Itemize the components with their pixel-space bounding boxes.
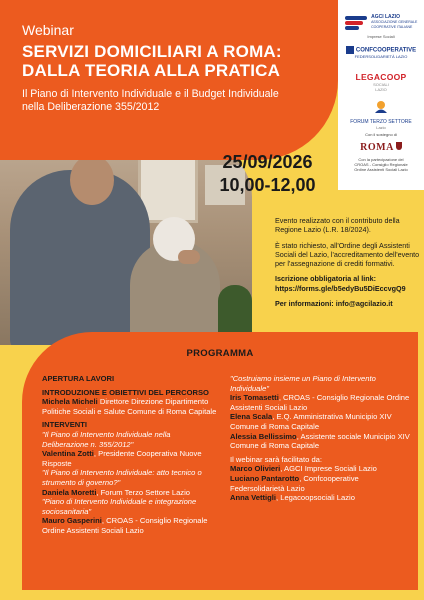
facilitator-1: Marco Olivieri — [230, 464, 281, 474]
info-funding: Evento realizzato con il contributo della Regione Lazio (L.R. 18/2024). — [275, 216, 400, 235]
info-accreditation: È stato richiesto, all'Ordine degli Assistenti Sociali del Lazio, l'accreditamento dell'evento per l'assegnazione di crediti formativi. — [275, 240, 420, 269]
confcooperative-sub: FEDERSOLIDARIETÀ LAZIO — [354, 54, 408, 59]
workshop-speaker-1: Iris Tomasetti — [230, 393, 279, 403]
facilitators-label: Il webinar sarà facilitato da: — [230, 454, 323, 464]
agci-name: AGCI LAZIO — [371, 14, 400, 21]
page-title — [22, 42, 282, 80]
facilitator-2: Luciano Pantarotto — [230, 473, 300, 483]
roma-note-3: Ordine Assistenti Sociali Lazio — [354, 167, 408, 172]
event-time: 10,00-12,00 — [219, 175, 316, 195]
confcooperative-name: CONFCOOPERATIVE — [355, 47, 417, 54]
photo-caregiver-head — [70, 155, 114, 205]
info-contact[interactable]: Per informazioni: info@agcilazio.it — [275, 299, 393, 309]
talk-3-speaker: Mauro Gasperini — [42, 516, 102, 526]
program-heading: PROGRAMMA — [186, 348, 254, 359]
facilitator-3: Anna Vettigli — [230, 493, 276, 503]
talk-1-title: "Il Piano di Intervento Individuale nella Deliberazione n. 355/2012" — [42, 429, 171, 449]
confcooperative-mark-icon — [346, 46, 354, 54]
talk-2-role: , Forum Terzo Settore Lazio — [96, 487, 190, 497]
legacoop-name: LEGACOOP — [355, 72, 407, 82]
apertura-lavori: APERTURA LAVORI — [42, 374, 115, 383]
workshop-speaker-1-line — [230, 393, 410, 412]
talk-2-title: "Il Piano di Intervento Individuale: atto tecnico o strumento di governo?" — [42, 468, 202, 487]
intro-speaker: Michela Micheli — [42, 397, 98, 407]
roma-name: ROMA — [360, 142, 394, 153]
facilitator-2-line — [230, 474, 410, 493]
subtitle-line-1: Il Piano di Intervento Individuale e il Budget Individuale — [22, 88, 279, 100]
forum-logo — [338, 100, 424, 130]
partner-logos — [338, 0, 424, 190]
intro-role: Direttore Direzione Dipartimento Politiche Sociali e Salute Comune di Roma Capitale — [42, 397, 217, 416]
talk-3-title: "Piano di Intervento Individuale e integrazione sociosanitaria" — [42, 497, 197, 516]
event-date: 25/09/2026 — [222, 152, 313, 172]
legacoop-sub-2: LAZIO — [375, 87, 387, 92]
forum-sub: Lazio — [376, 125, 386, 130]
event-datetime — [205, 152, 330, 196]
page-subtitle — [22, 88, 322, 114]
agci-logo — [338, 14, 424, 39]
intro-item — [42, 397, 217, 416]
talk-3-speaker-line — [42, 516, 217, 535]
webinar-label: Webinar — [22, 22, 74, 38]
talk-2-speaker: Daniela Moretti — [42, 487, 97, 497]
agci-tag: Imprese Sociali — [367, 34, 395, 39]
workshop-speaker-3-line — [230, 432, 410, 451]
event-info — [275, 216, 420, 314]
intro-heading: INTRODUZIONE E OBIETTIVI DEL PERCORSO — [42, 387, 209, 397]
facilitator-3-line — [230, 493, 410, 503]
forum-mark-icon — [373, 100, 389, 114]
roma-logo — [338, 132, 424, 172]
talk-2-speaker-line — [42, 488, 217, 498]
workshop-speaker-3: Alessia Bellissimo — [230, 431, 297, 441]
workshop-speaker-2: Elena Scala — [230, 412, 273, 422]
workshop-title: "Costruiamo insieme un Piano di Intervento Individuale" — [230, 374, 376, 393]
program-column-right — [230, 374, 410, 503]
forum-name: FORUM TERZO SETTORE — [350, 119, 412, 125]
photo-hand — [178, 250, 200, 264]
talk-3-role: , CROAS - Consiglio Regionale Ordine Assistenti Sociali Lazio — [42, 516, 208, 535]
facilitator-2-role: , Confcooperative Federsolidarietà Lazio — [230, 473, 359, 493]
agci-sub-2: COOPERATIVE ITALIANE — [371, 25, 413, 30]
header-banner — [0, 0, 338, 160]
talk-1-role: , Presidente Cooperativa Nuove Risposte — [42, 449, 202, 468]
registration-link[interactable]: https://forms.gle/b5edyBu5DiEccvgQ9 — [275, 283, 406, 293]
facilitator-1-line — [230, 464, 410, 474]
agci-mark-icon — [345, 16, 367, 30]
workshop-role-2: , E.Q. Amministrativa Municipio XIV Comune di Roma Capitale — [230, 412, 392, 431]
roma-shield-icon — [396, 142, 402, 150]
interventi-heading: INTERVENTI — [42, 420, 88, 430]
program-column-left — [42, 374, 217, 536]
program-panel — [22, 332, 418, 590]
agci-sub-1: ASSOCIAZIONE GENERALE — [371, 20, 418, 25]
workshop-speaker-2-line — [230, 412, 410, 431]
confcooperative-logo — [338, 46, 424, 59]
facilitator-1-role: , AGCI Imprese Sociali Lazio — [280, 464, 377, 474]
roma-note-1: Con la partecipazione del — [358, 157, 404, 162]
roma-lead: Con il sostegno di — [365, 132, 397, 137]
talk-1-speaker: Valentina Zotti — [42, 449, 94, 459]
roma-note-2: CROAS - Consiglio Regionale — [354, 162, 408, 167]
talk-1-speaker-line — [42, 449, 217, 468]
subtitle-line-2: nella Deliberazione 355/2012 — [22, 101, 160, 113]
title-line-2: DALLA TEORIA ALLA PRATICA — [22, 61, 281, 80]
facilitator-3-role: , Legacoopsociali Lazio — [276, 493, 355, 503]
workshop-role-1: , CROAS - Consiglio Regionale Ordine Assistenti Sociali Lazio — [230, 393, 410, 412]
title-line-1: SERVIZI DOMICILIARI A ROMA: — [22, 42, 282, 61]
legacoop-logo — [338, 72, 424, 92]
info-registration-label: Iscrizione obbligatoria al link: — [275, 274, 377, 284]
legacoop-sub-1: SOCIALI — [373, 82, 389, 87]
workshop-role-3: , Assistente sociale Municipio XIV Comune di Roma Capitale — [230, 431, 410, 451]
